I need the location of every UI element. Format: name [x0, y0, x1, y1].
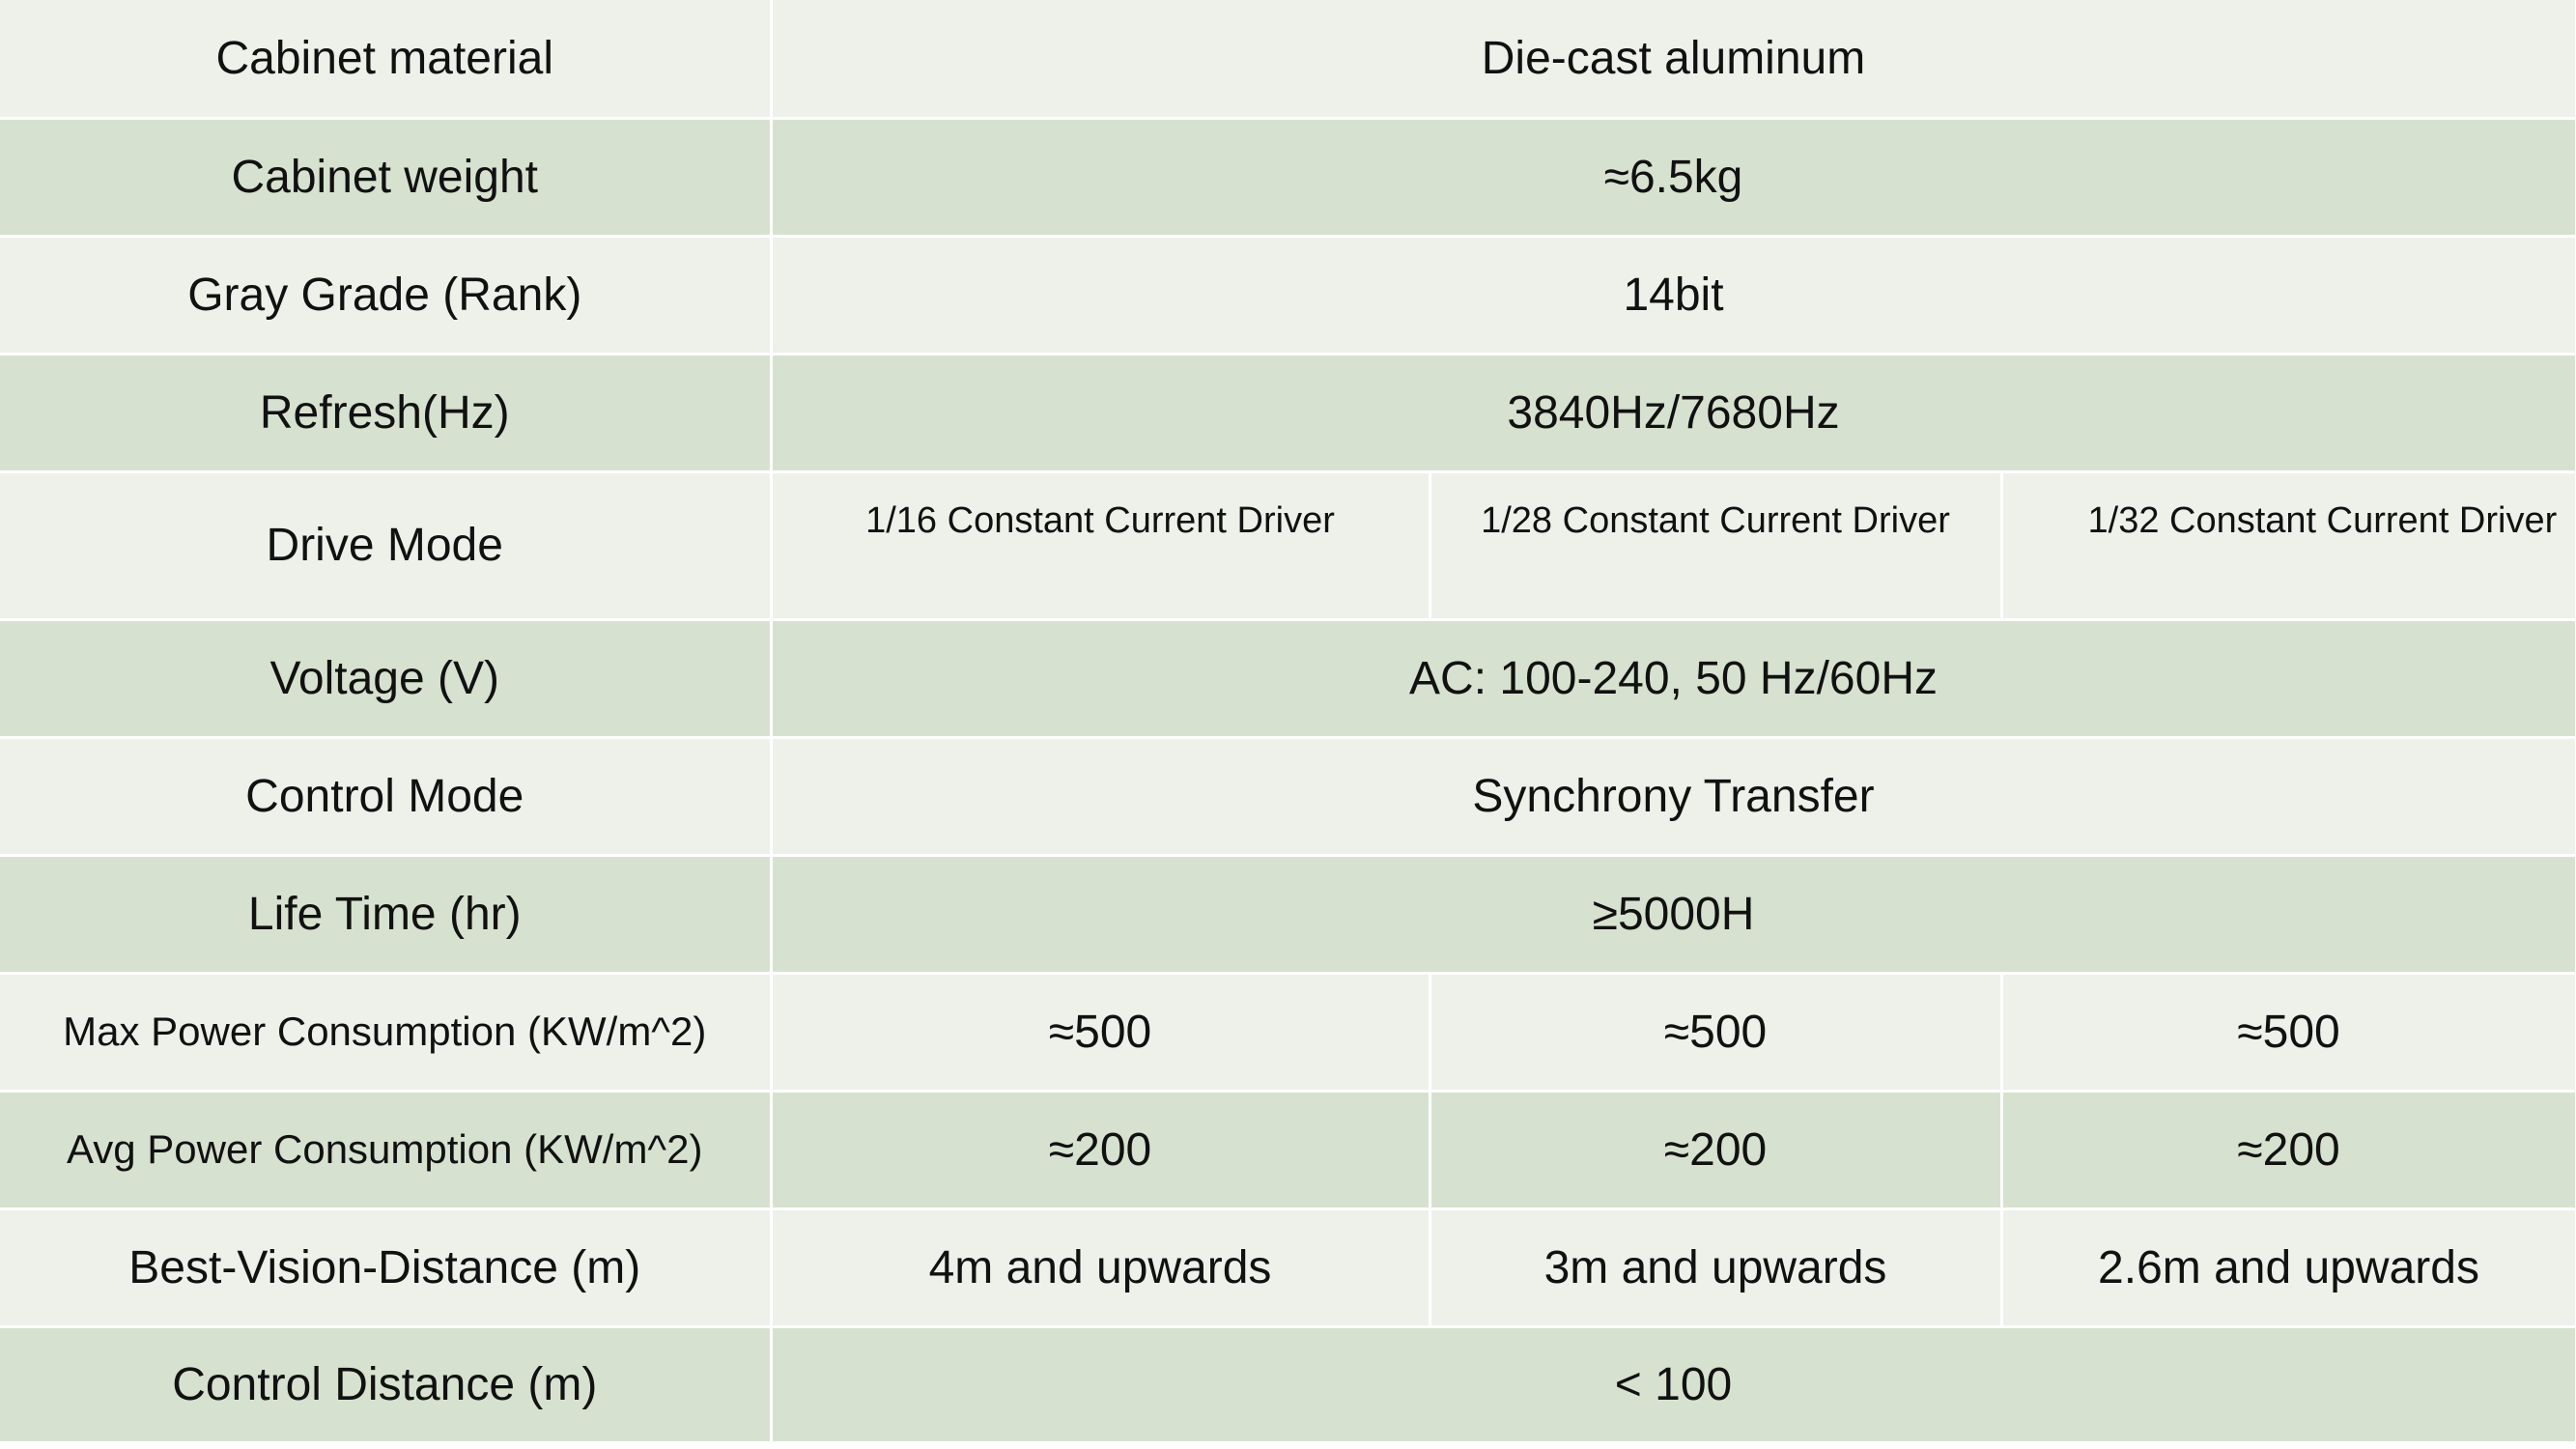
row-value: Die-cast aluminum [771, 0, 2576, 118]
drive-mode-cell: 1/28 Constant Current Driver [1430, 471, 2001, 619]
row-value: ≥5000H [771, 855, 2576, 973]
row-value: ≈6.5kg [771, 118, 2576, 236]
table-row [0, 1208, 2576, 1326]
row-label: Drive Mode [0, 471, 771, 619]
row-value: Synchrony Transfer [771, 737, 2576, 855]
row-value: ≈200 [1430, 1091, 2001, 1208]
table-row [0, 1326, 2576, 1442]
row-value: ≈500 [1430, 973, 2001, 1091]
row-label: Control Mode [0, 737, 771, 855]
row-label: Control Distance (m) [0, 1326, 771, 1442]
table-row [0, 354, 2576, 471]
row-label: Best-Vision-Distance (m) [0, 1208, 771, 1326]
row-value: < 100 [771, 1326, 2576, 1442]
row-value: ≈200 [771, 1091, 1430, 1208]
row-value: 4m and upwards [771, 1208, 1430, 1326]
row-label: Max Power Consumption (KW/m^2) [0, 973, 771, 1091]
row-value: 3840Hz/7680Hz [771, 354, 2576, 471]
table-row [0, 973, 2576, 1091]
row-value: 3m and upwards [1430, 1208, 2001, 1326]
row-value: 2.6m and upwards [2001, 1208, 2576, 1326]
row-value: AC: 100-240, 50 Hz/60Hz [771, 619, 2576, 737]
row-label: Voltage (V) [0, 619, 771, 737]
row-label: Refresh(Hz) [0, 354, 771, 471]
row-label: Cabinet weight [0, 118, 771, 236]
table-row [0, 855, 2576, 973]
row-value: 14bit [771, 236, 2576, 354]
table-row [0, 1091, 2576, 1208]
row-label: Avg Power Consumption (KW/m^2) [0, 1091, 771, 1208]
table-row [0, 619, 2576, 737]
row-label: Life Time (hr) [0, 855, 771, 973]
table-row [0, 471, 2576, 619]
row-label: Cabinet material [0, 0, 771, 118]
drive-mode-cell: 1/32 Constant Current Driver [2001, 471, 2576, 619]
table-row [0, 737, 2576, 855]
table-row [0, 0, 2576, 118]
row-label: Gray Grade (Rank) [0, 236, 771, 354]
row-value: ≈500 [2001, 973, 2576, 1091]
table-row [0, 236, 2576, 354]
drive-mode-cell: 1/16 Constant Current Driver [771, 471, 1430, 619]
row-value: ≈200 [2001, 1091, 2576, 1208]
row-value: ≈500 [771, 973, 1430, 1091]
table-row [0, 118, 2576, 236]
